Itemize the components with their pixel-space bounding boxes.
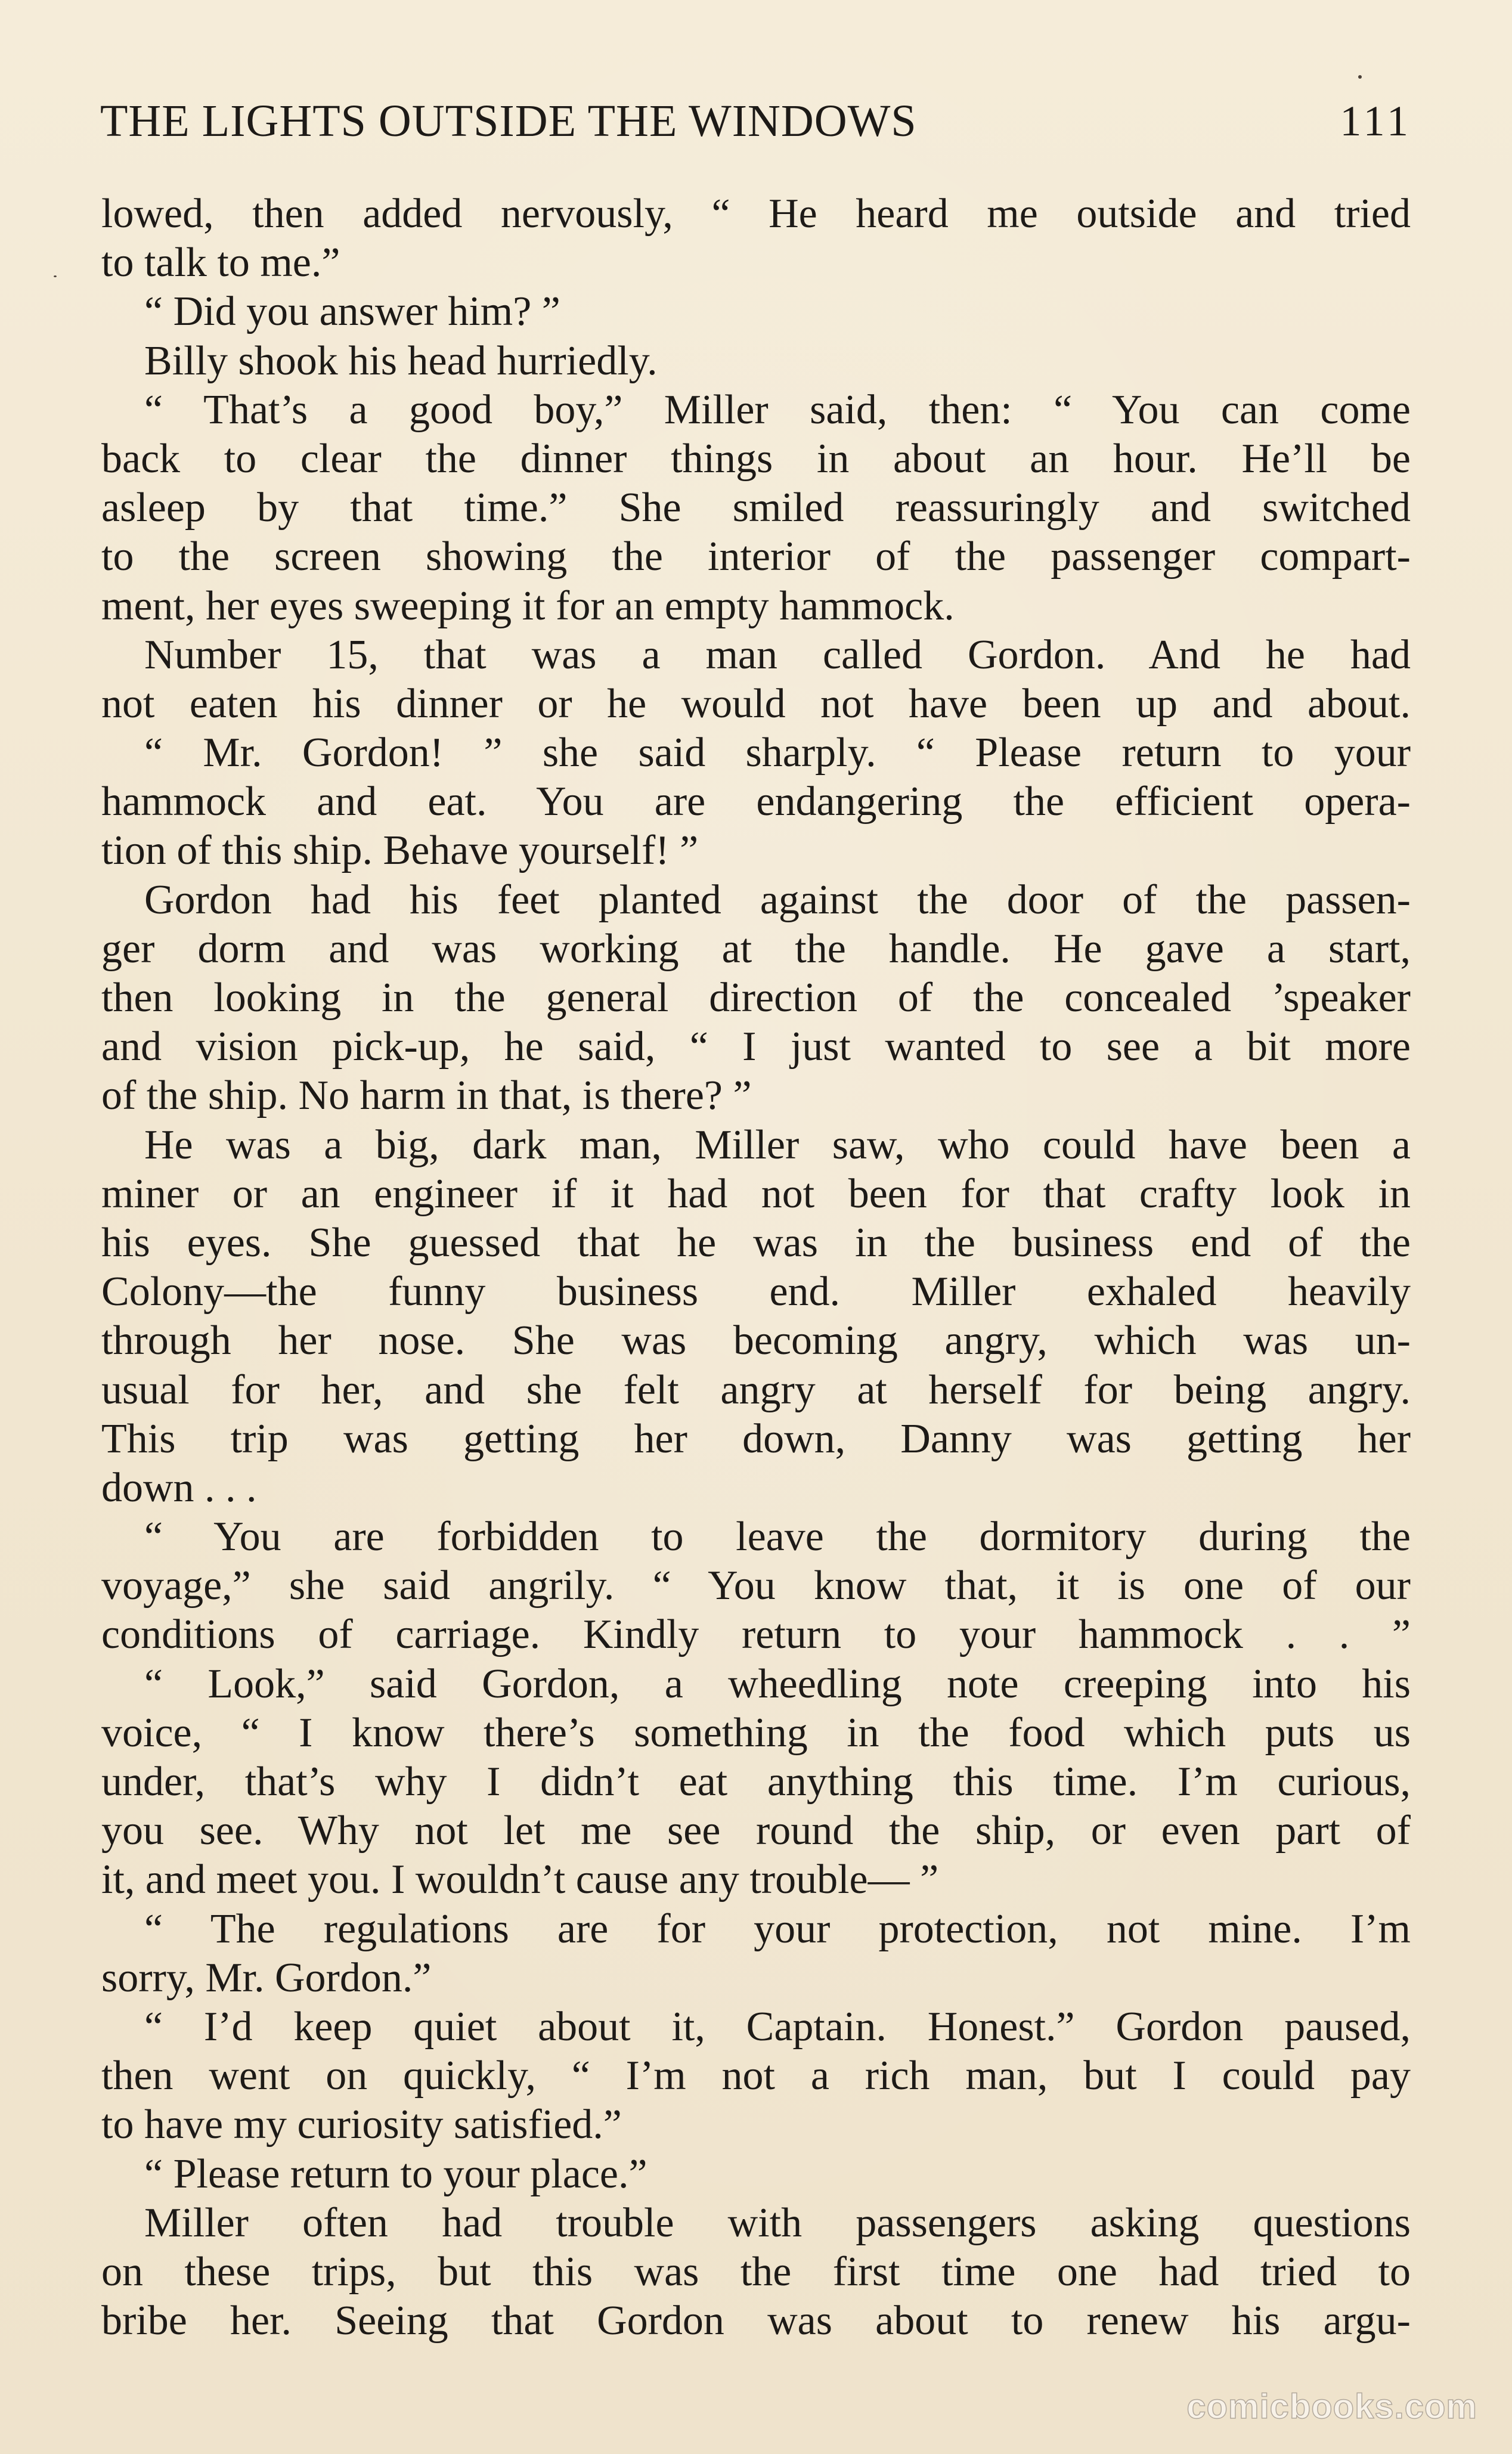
text-line: Billy shook his head hurriedly. [144,337,658,384]
text-line: He was a big, dark man, Miller saw, who could have been a [144,1121,1411,1168]
text-line: you see. Why not let me see round the ship, or even part of [101,1808,1411,1854]
text-line: Colony—the funny business end. Miller exhaled heavily [101,1269,1411,1315]
text-line: hammock and eat. You are endangering the efficient opera- [101,779,1411,825]
text-line: sorry, Mr. Gordon.” [101,1954,432,2001]
text-line: This trip was getting her down, Danny was getting her [101,1415,1411,1462]
text-line: not eaten his dinner or he would not have been up and about. [101,680,1411,727]
text-line: voice, “ I know there’s something in the food which puts us [101,1709,1411,1756]
print-speck [54,275,57,277]
text-line: on these trips, but this was the first time one had tried to [101,2248,1411,2295]
text-line: Number 15, that was a man called Gordon. And he had [144,631,1411,678]
text-line: to the screen showing the interior of the passenger compart- [101,534,1411,580]
text-line: ment, her eyes sweeping it for an empty hammock. [101,582,955,629]
watermark: comicbooks.com [1186,2387,1477,2426]
text-line: Miller often had trouble with passengers asking questions [144,2199,1411,2246]
print-speck [1358,75,1362,79]
text-line: “ I’d keep quiet about it, Captain. Honest.” Gordon paused, [144,2003,1411,2050]
text-line: then went on quickly, “ I’m not a rich man, but I could pay [101,2053,1411,2099]
text-line: ger dorm and was working at the handle. He gave a start, [101,925,1411,972]
page-number: 111 [1340,97,1412,145]
running-head: THE LIGHTS OUTSIDE THE WINDOWS [100,96,917,146]
text-line: back to clear the dinner things in about an hour. He’ll be [101,435,1411,482]
text-line: “ Please return to your place.” [144,2151,647,2197]
text-line: to have my curiosity satisfied.” [101,2102,622,2148]
text-line: “ Mr. Gordon! ” she said sharply. “ Please return to your [144,730,1411,776]
text-line: it, and meet you. I wouldn’t cause any trouble— ” [101,1857,939,1903]
text-line: then looking in the general direction of the concealed ’speaker [101,975,1411,1021]
text-line: usual for her, and she felt angry at herself for being angry. [101,1367,1411,1413]
text-line: “ That’s a good boy,” Miller said, then: “ You can come [144,386,1411,433]
text-line: under, that’s why I didn’t eat anything this time. I’m curious, [101,1759,1411,1805]
text-line: and vision pick-up, he said, “ I just wanted to see a bit more [101,1024,1411,1070]
text-line: miner or an engineer if it had not been for that crafty look in [101,1170,1411,1217]
text-line: of the ship. No harm in that, is there? ” [101,1073,752,1119]
text-line: asleep by that time.” She smiled reassuringly and switched [101,485,1411,531]
text-line: “ You are forbidden to leave the dormitory during the [144,1514,1411,1560]
text-line: Gordon had his feet planted against the door of the passen- [144,876,1411,923]
text-line: voyage,” she said angrily. “ You know that, it is one of our [101,1563,1411,1609]
text-line: his eyes. She guessed that he was in the business end of the [101,1219,1411,1266]
text-line: to talk to me.” [101,240,340,286]
text-line: conditions of carriage. Kindly return to your hammock . . ” [101,1612,1411,1658]
text-line: “ The regulations are for your protection, not mine. I’m [144,1905,1411,1952]
text-line: down . . . [101,1464,257,1511]
text-line: through her nose. She was becoming angry, which was un- [101,1318,1411,1364]
text-line: “ Did you answer him? ” [144,289,560,335]
text-line: tion of this ship. Behave yourself! ” [101,828,699,874]
page-header [100,88,1412,154]
text-line: bribe her. Seeing that Gordon was about to renew his argu- [101,2298,1411,2344]
body-text [101,190,1411,2345]
text-line: lowed, then added nervously, “ He heard me outside and tried [101,191,1411,237]
text-line: “ Look,” said Gordon, a wheedling note creeping into his [144,1660,1411,1707]
